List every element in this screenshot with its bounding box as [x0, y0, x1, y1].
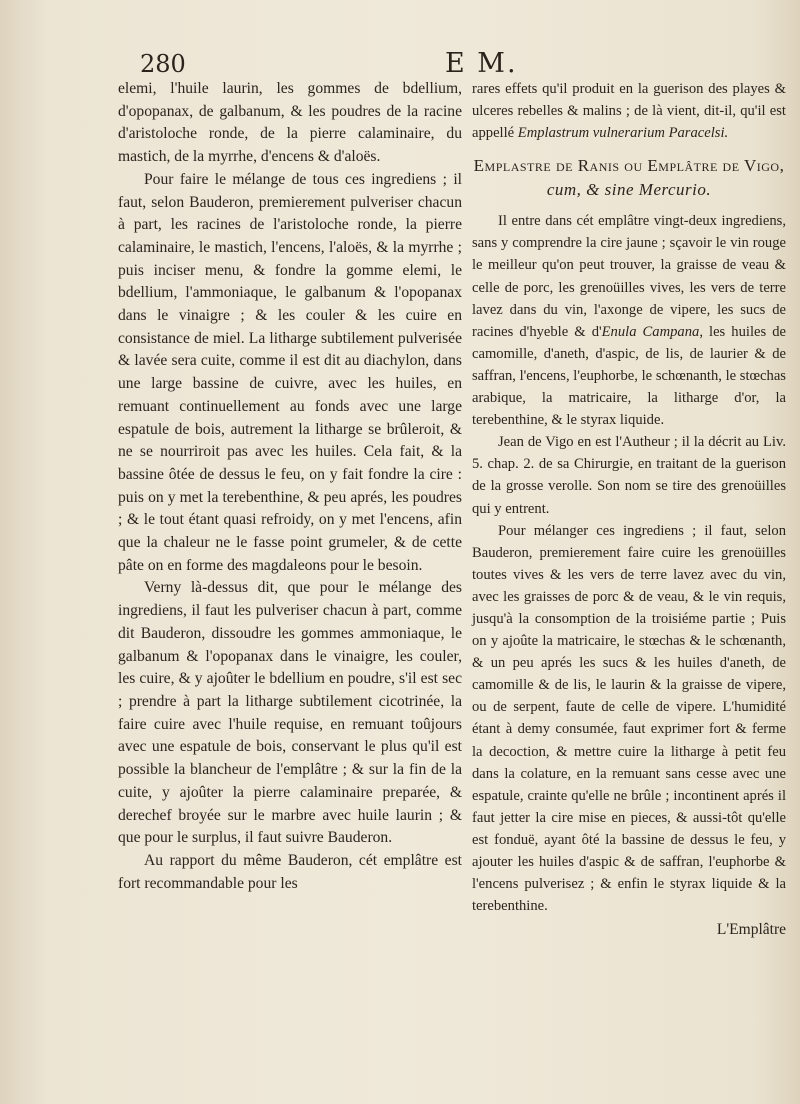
left-paragraph-3: Verny là-dessus dit, que pour le mélange des ingrediens, il faut les pulveriser chacun à part, comme dit Bauderon, dissoudre les gommes ammoniaque, le galbanum & l'opopanax dans le vinaigre, les couler, les cuire, & y ajoûter le bdellium en poudre, s'il est sec ; prendre à part la litharge subtilement cicotrinée, la faire cuire avec l'huile requise, en remuant toûjours avec une espatule de bois, conservant le plus qu'il est possible la blancheur de l'emplâtre ; & sur la fin de la cuite, y ajoûter la pierre calaminaire preparée, & derechef broyée sur le marbre avec huile laurin ; & que pour le surplus, il faut suivre Bauderon.	[118, 579, 462, 847]
section-title-text: Emplastre de Ranis ou Emplâtre de Vigo,	[473, 156, 785, 176]
catchword: L'Emplâtre	[716, 921, 786, 939]
section-title-italic: cum, & sine Mercurio.	[546, 180, 712, 200]
right-paragraph-1-text: rares effets qu'il produit en la guerison des playes & ulceres rebelles & malins ; de là vient, dit-il, qu'il est appellé	[472, 81, 786, 142]
right-paragraph-2-italic: Enula Campana	[601, 323, 700, 340]
right-paragraph-1	[472, 78, 786, 144]
right-paragraph-2-text-a: Il entre dans cét emplâtre vingt-deux ingrediens, sans y comprendre la cire jaune ; sçavoir le vin rouge le meilleur qu'on peut trouver, la graisse de veau & celle de porc, les grenoüilles vives, les vers de terre lavez dans du vin, l'axonge de vipere, les sucs de racines d'hyeble & d'	[472, 213, 786, 340]
right-paragraph-2	[472, 210, 786, 431]
right-paragraph-3: Jean de Vigo en est l'Autheur ; il la décrit au Liv. 5. chap. 2. de sa Chirurgie, en traitant de la guerison de la grosse verolle. Son nom se tire des grenoüilles qui y entrent.	[472, 434, 786, 517]
left-column	[118, 78, 462, 895]
right-paragraph-2-text-b: , les huiles de camomille, d'aneth, d'aspic, de lis, de laurier & de saffran, l'encens, l'euphorbe, le schœnanth, le stœchas arabique, la matricaire, la litharge d'or, la terebenthine, & le styrax liquide.	[472, 323, 786, 429]
page-header	[140, 50, 780, 80]
right-column	[472, 78, 786, 941]
running-head: E M.	[445, 48, 518, 79]
right-paragraph-1-italic: Emplastrum vulnerarium Paracelsi.	[517, 125, 729, 142]
right-paragraph-4: Pour mélanger ces ingrediens ; il faut, selon Bauderon, premierement faire cuire les grenoüilles toutes vives & les vers de terre lavez avec du vin, avec les graisses de porc & de veau, & le vin requis, jusqu'à la consomption de la troisiéme partie ; Puis on y ajoûte la matricaire, le stœchas & le schœnanth, & un peu aprés les sucs & les huiles d'aneth, de camomille & de lis, le laurin & la graisse de vipere, ou de serpent, faute de celle de vipere. L'humidité étant à demy consumée, faut exprimer fort & ferme la decoction, & mettre cuire la litharge à petit feu dans la colature, en la remuant sans cesse avec une espatule, crainte qu'elle ne brûle ; incontinent aprés il faut jetter la cire mise en pieces, & aussi-tôt qu'elle est fonduë, ayant ôté la bassine de dessus le feu, y ajouter les huiles d'aspic & de saffran, l'euphorbe & l'encens pulverisez ; & enfin le styrax liquide & la terebenthine.	[472, 522, 786, 915]
left-paragraph-2: Pour faire le mélange de tous ces ingrediens ; il faut, selon Bauderon, premierement pulveriser chacun à part, les racines de l'aristoloche ronde, la pierre calaminaire, le mastich, l'encens, l'aloës, & la myrrhe ; puis inciser menu, & fondre la gomme elemi, le bdellium, l'ammoniaque, le galbanum & l'opopanax dans le vinaigre ; & les couler & les cuire en consistance de miel. La litharge subtilement pulverisée & lavée sera cuite, comme il est dit au diachylon, dans une large bassine de cuivre, avec les huiles, en remuant continuellement au fonds avec une large espatule de bois, autrement la litharge se brûleroit, & ne se nourriroit pas avec les huiles. Cela fait, & la bassine ôtée de dessus le feu, on y fait fondre la cire : puis on y met la terebenthine, & peu aprés, les poudres ; & le tout étant quasi refroidy, on y met l'encens, afin que la chaleur ne le fasse point grumeler, & de cette pâte on en forme des magdaleons pour le besoin.	[118, 170, 462, 574]
page-number: 280	[140, 50, 186, 78]
left-paragraph-4: Au rapport du même Bauderon, cét emplâtre est fort recommandable pour les	[118, 851, 462, 892]
section-title	[472, 154, 786, 202]
left-paragraph-1: elemi, l'huile laurin, les gommes de bdellium, d'opopanax, de galbanum, & les poudres de la racine d'aristoloche ronde, de la pierre calaminaire, du mastich, de la myrrhe, d'encens & d'aloës.	[118, 80, 462, 166]
